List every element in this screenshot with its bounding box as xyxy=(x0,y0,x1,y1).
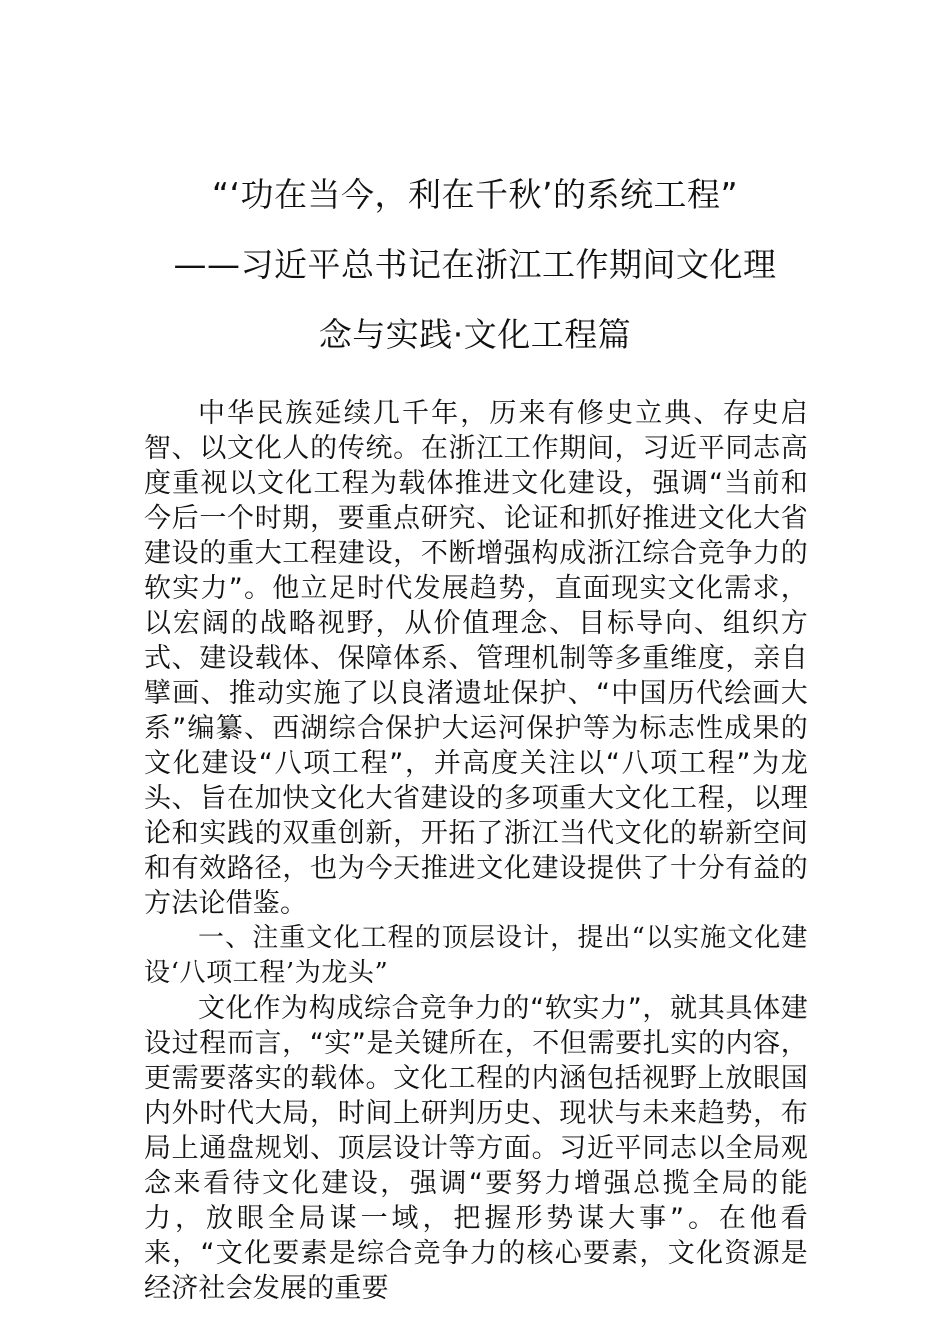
section-heading-1: 一、注重文化工程的顶层设计，提出“以实施文化建设‘八项工程’为龙头” xyxy=(144,923,808,988)
title-line-2: ——习近平总书记在浙江工作期间文化理 xyxy=(173,245,777,284)
document-title xyxy=(140,160,810,370)
title-line-1: “‘功在当今，利在千秋’的系统工程” xyxy=(211,175,739,214)
body-paragraph-section-1: 文化作为构成综合竞争力的“软实力”，就其具体建设过程而言，“实”是关键所在，不但需要扎实的内容，更需要落实的载体。文化工程的内涵包括视野上放眼国内外时代大局，时间上研判历史、现状与未来趋势，布局上通盘规划、顶层设计等方面。习近平同志以全局观念来看待文化建设，强调“要努力增强总揽全局的能力，放眼全局谋一域，把握形势谋大事”。在他看来，“文化要素是综合竞争力的核心要素，文化资源是经济社会发展的重要 xyxy=(144,993,808,1304)
body-paragraph-intro: 中华民族延续几千年，历来有修史立典、存史启智、以文化人的传统。在浙江工作期间，习近平同志高度重视以文化工程为载体推进文化建设，强调“当前和今后一个时期，要重点研究、论证和抓好推进文化大省建设的重大工程建设，不断增强构成浙江综合竞争力的软实力”。他立足时代发展趋势，直面现实文化需求，以宏阔的战略视野，从价值理念、目标导向、组织方式、建设载体、保障体系、管理机制等多重维度，亲自擘画、推动实施了以良渚遗址保护、“中国历代绘画大系”编纂、西湖综合保护大运河保护等为标志性成果的文化建设“八项工程”，并高度关注以“八项工程”为龙头、旨在加快文化大省建设的多项重大文化工程，以理论和实践的双重创新，开拓了浙江当代文化的崭新空间和有效路径，也为今天推进文化建设提供了十分有益的方法论借鉴。 xyxy=(144,398,808,919)
title-line-3: 念与实践·文化工程篇 xyxy=(318,315,632,354)
document-body xyxy=(144,396,808,1306)
